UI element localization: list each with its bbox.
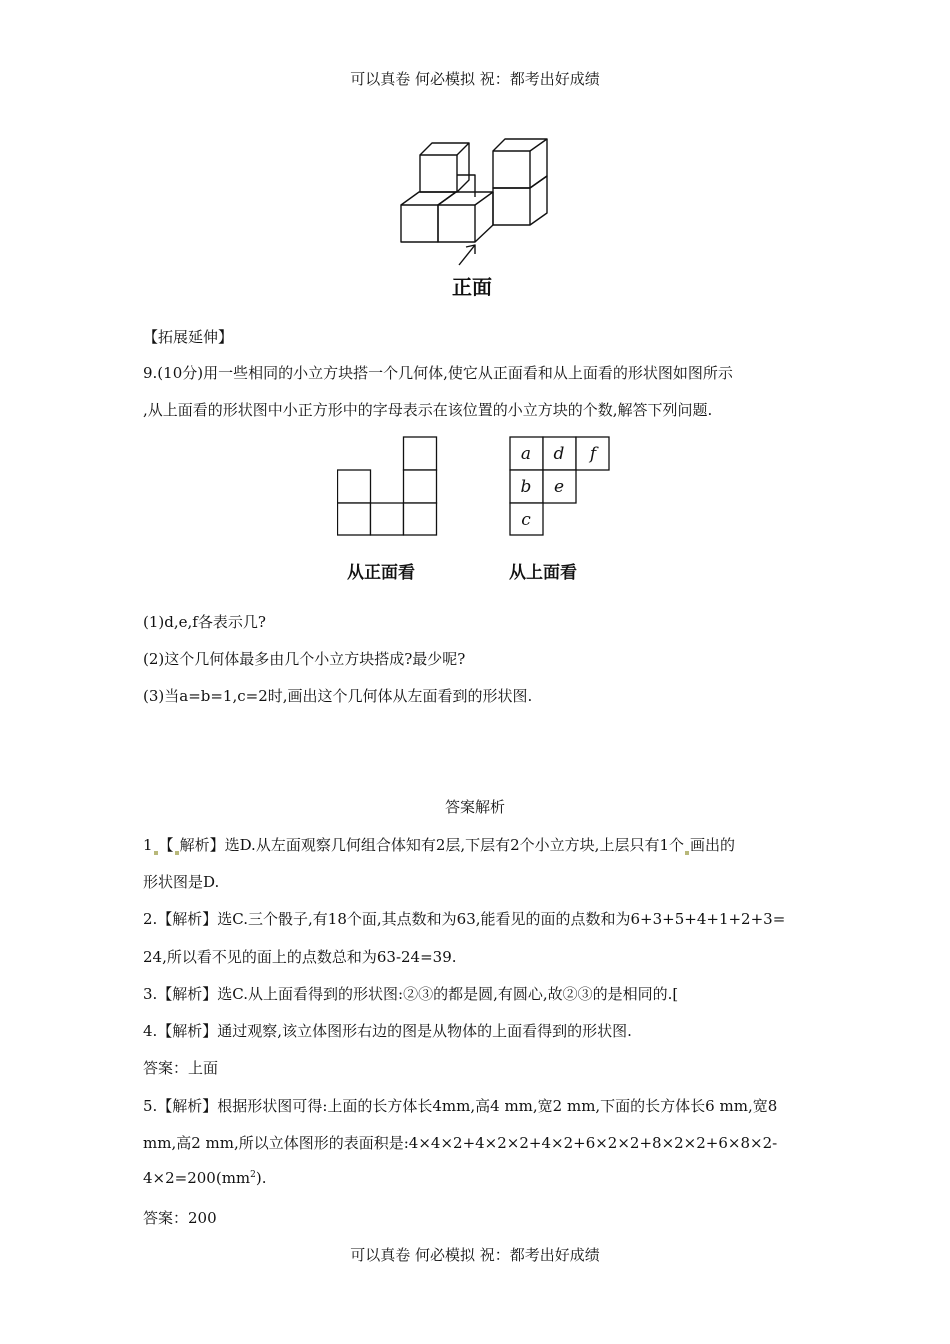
- answer-5-line3: $4\times 2=200(mm^2)$.: [143, 1169, 267, 1187]
- q9-sub2: (2)这个几何体最多由几个小立方块搭成?最少呢?: [143, 650, 466, 668]
- answer-1-number: 1: [143, 836, 153, 854]
- cube-right-upper: [493, 139, 547, 188]
- figure-caption-front: 正面: [452, 275, 492, 299]
- front-view-grid: [337, 436, 438, 536]
- grid-letter-d: d: [553, 444, 565, 464]
- top-view-caption: 从上面看: [509, 563, 577, 583]
- q9-sub1: (1)d,e,f各表示几?: [143, 613, 266, 631]
- answer-1-line2: 形状图是D.: [143, 873, 220, 891]
- q9-line1: 9.(10分)用一些相同的小立方块搭一个几何体,使它从正面看和从上面看的形状图如图所示: [143, 364, 733, 382]
- cube-front-left: [401, 192, 456, 242]
- answer-2-line2: 24,所以看不见的面上的点数总和为63-24=39.: [143, 948, 457, 966]
- answer-4-line1: 4.【解析】通过观察,该立体图形右边的图是从物体的上面看得到的形状图.: [143, 1022, 632, 1040]
- answer-1-tail: 画出的: [690, 836, 736, 854]
- cube-front-right: [438, 192, 493, 242]
- grid-letter-a: a: [520, 444, 532, 464]
- answer-2-line1: 2.【解析】选C.三个骰子,有18个面,其点数和为63,能看见的面的点数和为6+3+5+4+1+2+3=: [143, 910, 786, 928]
- grid-letter-b: b: [520, 477, 532, 497]
- arrow-icon: [459, 245, 475, 265]
- mark-dot: [685, 851, 689, 855]
- mark-dot: [154, 851, 158, 855]
- answer-4-answer: 答案：上面: [143, 1059, 219, 1077]
- grid-letter-c: c: [521, 510, 531, 530]
- answer-5-line2: mm,高2 mm,所以立体图形的表面积是:4×4×2+4×2×2+4×2+6×2×2+8×2×2+6×8×2-: [143, 1134, 778, 1152]
- answer-5-answer: 答案：200: [143, 1209, 217, 1227]
- page-footer: 可以真卷 何必模拟 祝：都考出好成绩: [350, 1246, 600, 1264]
- grid-letter-f: f: [589, 444, 597, 464]
- front-view-caption: 从正面看: [347, 563, 415, 583]
- cube-back-connector: [457, 175, 475, 197]
- cube-right-lower: [493, 176, 547, 225]
- mark-dot: [175, 851, 179, 855]
- top-view-grid: [509, 436, 611, 536]
- section-title: 【拓展延伸】: [143, 328, 234, 346]
- answer-1-text: 解析】选D.从左面观察几何组合体知有2层,下层有2个小立方块,上层只有1个: [179, 836, 684, 854]
- answers-title: 答案解析: [444, 798, 505, 816]
- answer-5-line1: 5.【解析】根据形状图可得:上面的长方体长4mm,高4 mm,宽2 mm,下面的长方体长6 mm,宽8: [143, 1097, 778, 1115]
- grid-letter-e: e: [553, 477, 565, 497]
- q9-sub3: (3)当a=b=1,c=2时,画出这个几何体从左面看到的形状图.: [143, 687, 533, 705]
- q9-line2: ,从上面看的形状图中小正方形中的字母表示在该位置的小立方块的个数,解答下列问题.: [143, 401, 713, 419]
- cube-top-left: [420, 143, 469, 192]
- answer-3-line1: 3.【解析】选C.从上面看得到的形状图:②③的都是圆,有圆心,故②③的是相同的.[: [143, 985, 679, 1003]
- page-header: 可以真卷 何必模拟 祝：都考出好成绩: [350, 70, 600, 88]
- answer-1-line1: 1 【 解析】选D.从左面观察几何组合体知有2层,下层有2个小立方块,上层只有1个 画出的: [143, 836, 736, 854]
